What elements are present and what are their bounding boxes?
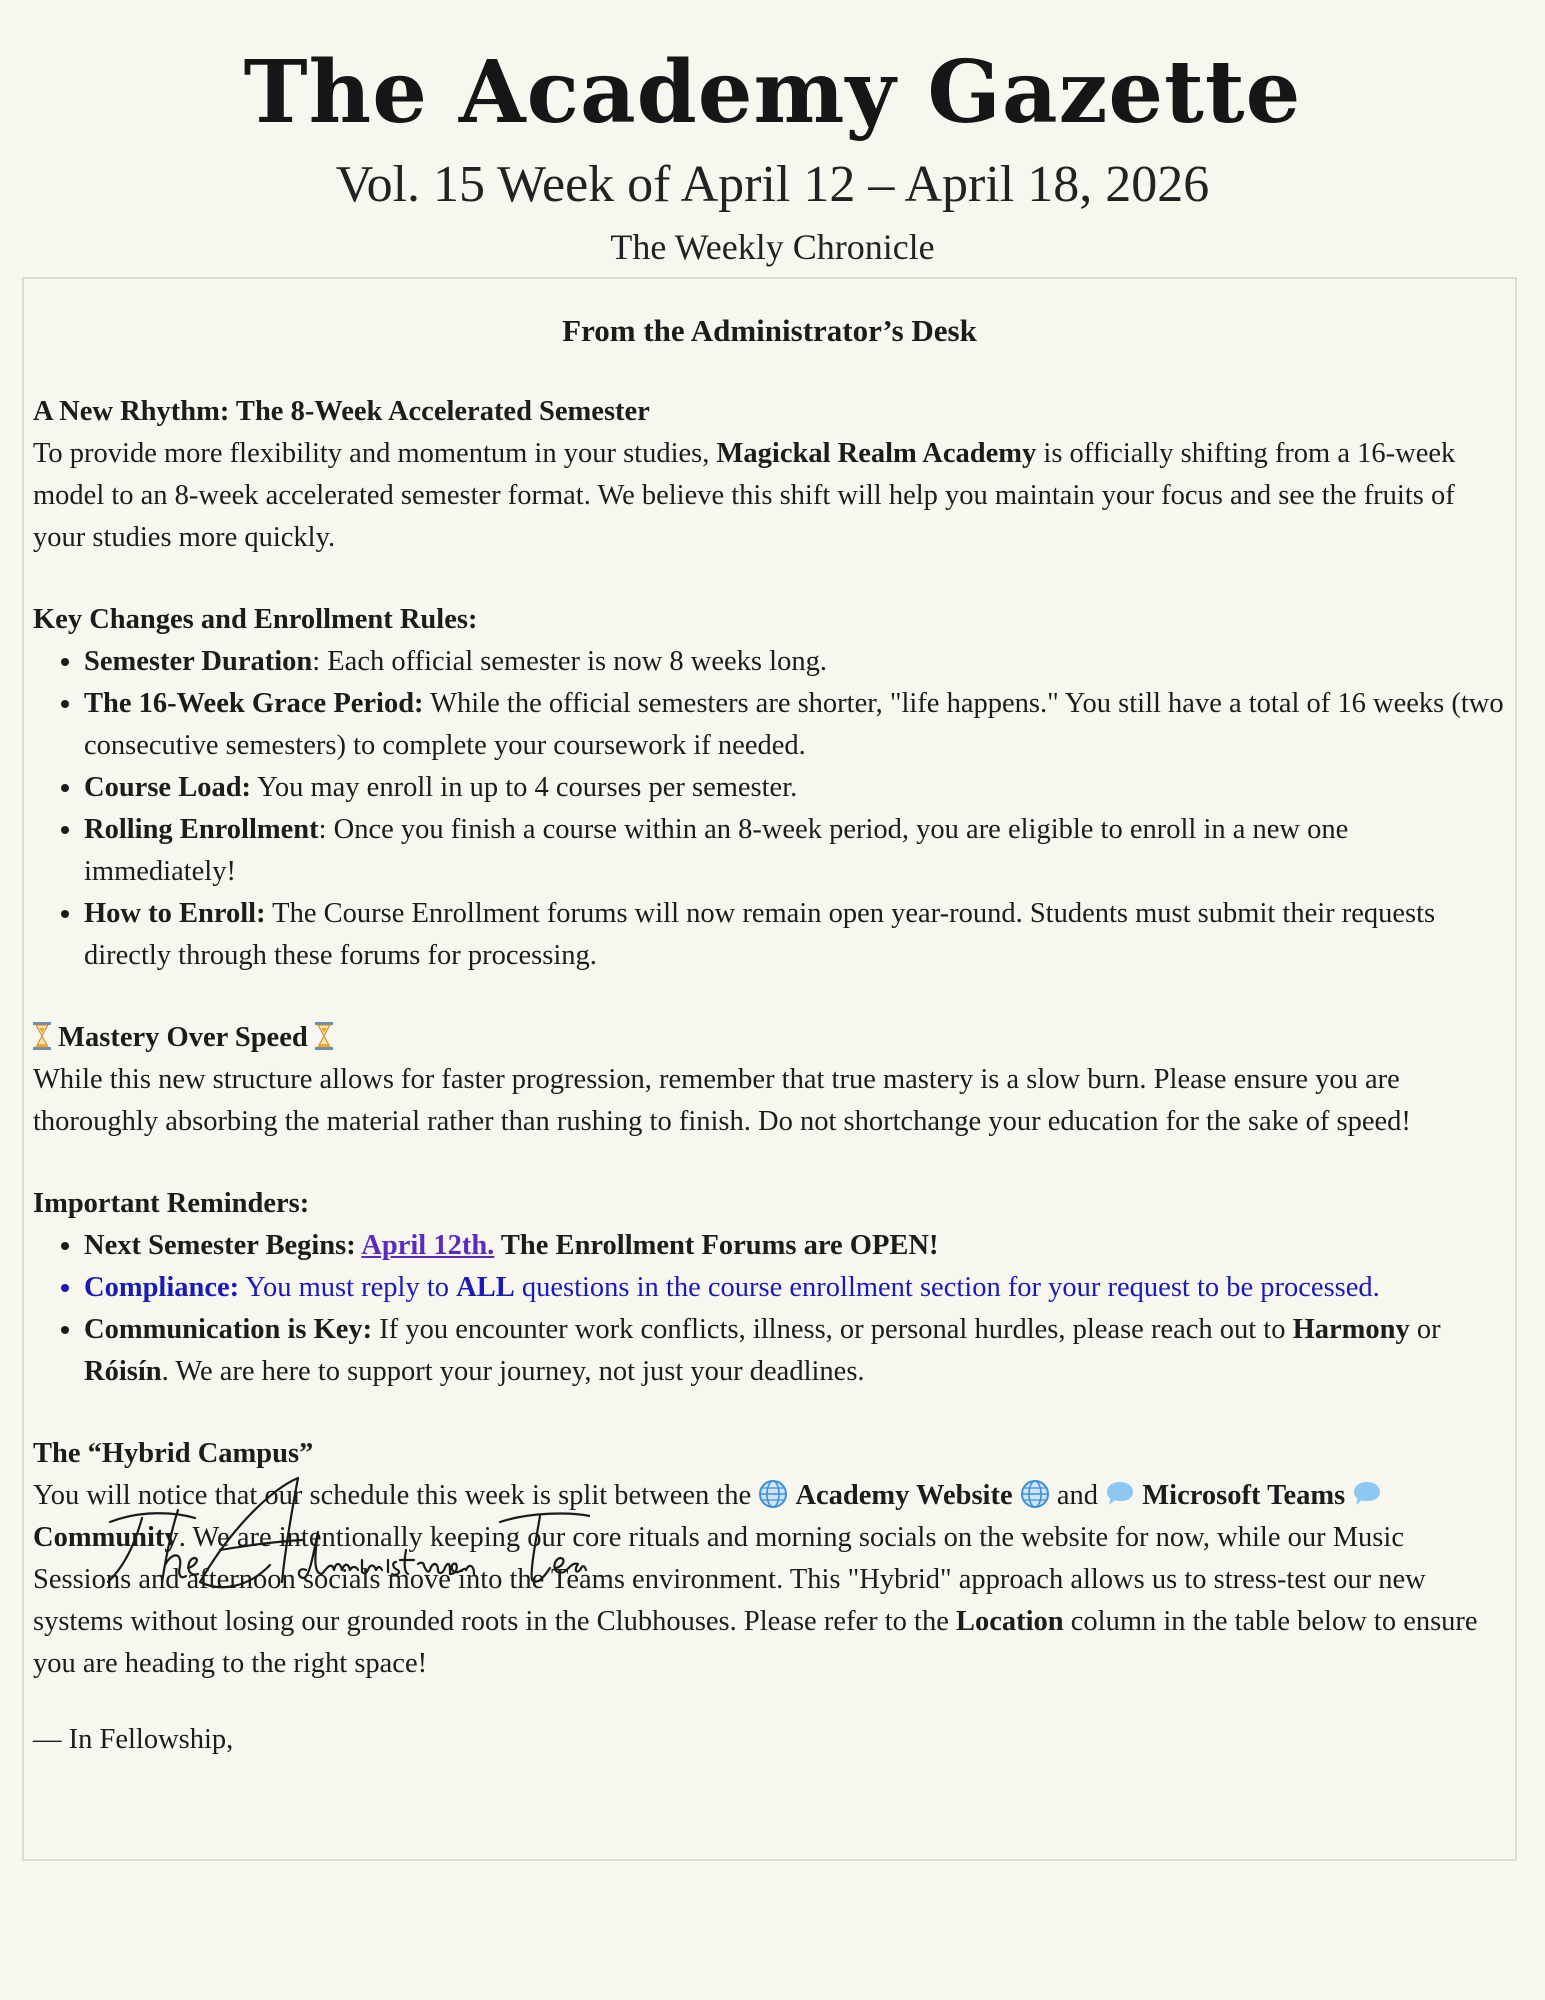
item-label: Course Load:	[84, 772, 252, 803]
mastery-heading	[33, 1017, 1506, 1059]
hybrid-text-end: column in the table below to ensure you are heading to the right space!	[33, 1606, 1478, 1679]
hourglass-icon	[315, 1021, 333, 1049]
changes-list	[33, 641, 1506, 977]
hybrid-heading: The “Hybrid Campus”	[33, 1438, 314, 1469]
rhythm-heading: A New Rhythm: The 8-Week Accelerated Semester	[33, 396, 650, 427]
hybrid-text: You will notice that our schedule this week is split between the	[33, 1480, 759, 1511]
communication-text-after: . We are here to support your journey, not just your deadlines.	[161, 1356, 865, 1387]
item-text: While the official semesters are shorter, "life happens." You still have a total of 16 weeks (two consecutive semesters) to complete your coursework if needed.	[84, 688, 1504, 761]
location-column: Location	[955, 1606, 1064, 1637]
changes-heading: Key Changes and Enrollment Rules:	[33, 604, 478, 635]
gazette-title: The Academy Gazette	[243, 42, 1302, 143]
reminders-heading: Important Reminders:	[33, 1188, 310, 1219]
administrator-desk-panel	[22, 277, 1517, 1861]
hourglass-icon	[33, 1021, 51, 1049]
next-semester-label: Next Semester Begins:	[84, 1230, 362, 1261]
masthead	[0, 0, 1545, 270]
item-label: The 16-Week Grace Period:	[84, 688, 424, 719]
compliance-text: You must reply to	[239, 1272, 457, 1303]
list-item	[84, 893, 1506, 977]
contact-roisin: Róisín	[84, 1356, 162, 1387]
panel-title: From the Administrator’s Desk	[562, 313, 977, 348]
item-text: You may enroll in up to 4 courses per semester.	[251, 772, 798, 803]
list-item	[84, 683, 1506, 767]
subtitle: The Weekly Chronicle	[610, 227, 935, 267]
globe-icon	[1020, 1479, 1050, 1509]
rhythm-text: To provide more flexibility and momentum in your studies,	[33, 438, 717, 469]
april-12-link[interactable]: April 12th.	[361, 1230, 495, 1261]
contact-harmony: Harmony	[1292, 1314, 1410, 1345]
list-item	[84, 809, 1506, 893]
list-item	[84, 1309, 1506, 1393]
reminders-list	[33, 1225, 1506, 1393]
item-label: Rolling Enrollment	[84, 814, 319, 845]
rhythm-text-after: is officially shifting from a 16-week model to an 8-week accelerated semester format. We believe this shift will help you maintain your focus and see the fruits of your studies more quickly.	[33, 438, 1456, 553]
item-label: Semester Duration	[84, 646, 313, 677]
item-text: : Once you finish a course within an 8-week period, you are eligible to enroll in a new one immediately!	[84, 814, 1349, 887]
item-text: : Each official semester is now 8 weeks long.	[312, 646, 827, 677]
microsoft-teams: Microsoft Teams	[1142, 1480, 1346, 1511]
communication-text: If you encounter work conflicts, illness, or personal hurdles, please reach out to	[372, 1314, 1293, 1345]
academy-website: Academy Website	[795, 1480, 1013, 1511]
communication-or: or	[1409, 1314, 1441, 1345]
globe-icon	[758, 1479, 788, 1509]
list-item	[84, 641, 1506, 683]
speech-bubble-icon	[1105, 1479, 1135, 1509]
academy-name: Magickal Realm Academy	[716, 438, 1037, 469]
list-item	[84, 767, 1506, 809]
forums-open-text: The Enrollment Forums are OPEN!	[494, 1230, 939, 1261]
hybrid-and: and	[1049, 1480, 1106, 1511]
volume-line: Vol. 15 Week of April 12 – April 18, 2026	[335, 156, 1210, 213]
list-item	[84, 1267, 1506, 1309]
signoff: — In Fellowship,	[33, 1724, 234, 1755]
signature	[70, 1470, 590, 1604]
speech-bubble-icon	[1352, 1479, 1382, 1509]
compliance-all: ALL	[456, 1272, 515, 1303]
compliance-label: Compliance:	[84, 1272, 240, 1303]
item-text: The Course Enrollment forums will now remain open year-round. Students must submit their requests directly through these forums for processing.	[84, 898, 1436, 971]
list-item	[84, 1225, 1506, 1267]
item-label: How to Enroll:	[84, 898, 266, 929]
compliance-text-after: questions in the course enrollment section for your request to be processed.	[514, 1272, 1380, 1303]
teams-community: Community	[33, 1522, 179, 1553]
mastery-paragraph: While this new structure allows for faster progression, remember that true mastery is a slow burn. Please ensure you are thoroughly absorbing the material rather than rushing to finish. Do not shortchange your education for the sake of speed!	[33, 1064, 1411, 1137]
hybrid-text-middle: . We are intentionally keeping our core rituals and morning socials on the website for now, while our Music Sessions and afternoon socials move into the Teams environment. This "Hybrid" approach allows us to stress-test our new systems without losing our grounded roots in the Clubhouses. Please refer to the	[33, 1522, 1426, 1637]
mastery-heading-text: Mastery Over Speed	[58, 1022, 308, 1053]
rhythm-paragraph	[33, 433, 1506, 559]
signature-image	[70, 1470, 590, 1600]
communication-label: Communication is Key:	[84, 1314, 373, 1345]
